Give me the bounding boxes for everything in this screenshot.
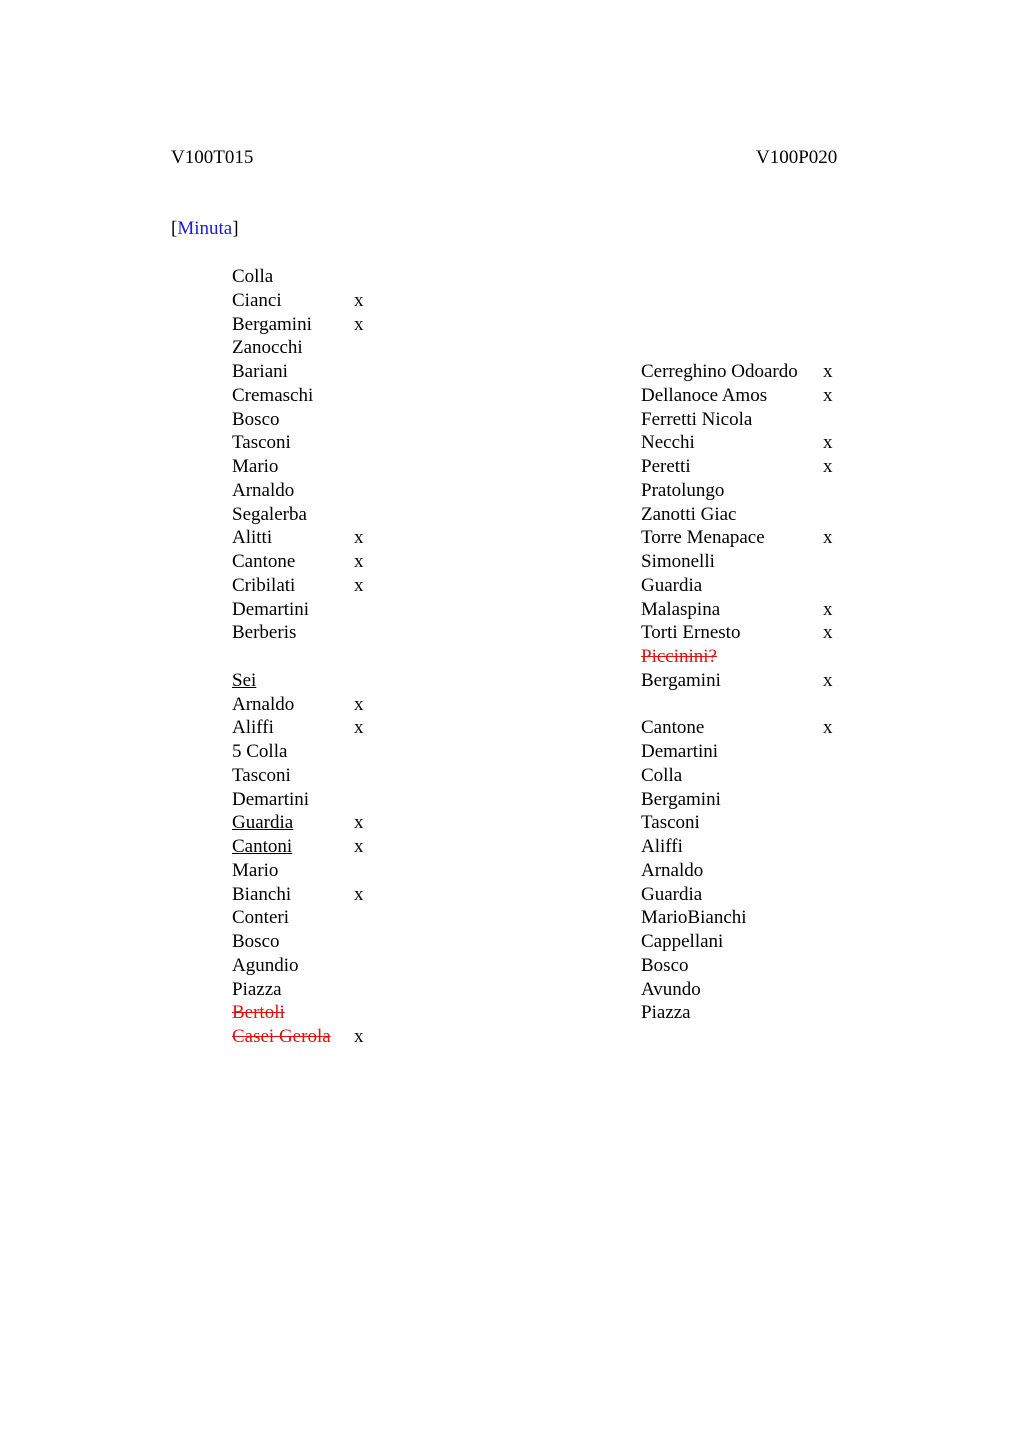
right-list-mark: x [823,432,833,454]
right-list-name: Cappellani [641,931,724,952]
right-list-mark: x [823,527,833,549]
left-list-mark: x [354,812,364,834]
left-list-mark: x [354,883,364,905]
left-list-name: Tasconi [232,432,291,454]
right-list-name: Bergamini [641,669,721,691]
right-list-name: Guardia [641,574,703,596]
right-list-name: Dellanoce Amos [641,384,768,406]
right-list-name: Guardia [641,883,703,905]
left-list-name: Cantoni [232,836,293,857]
left-list-mark: x [354,289,364,311]
left-list-name: Bosco [232,931,280,952]
left-list-name: Cianci [232,289,282,311]
minuta-text: Minuta [177,218,233,239]
left-list-name: Bertoli [232,1002,285,1024]
left-list-name: Segalerba [232,503,307,525]
right-list-name: Aliffi [641,836,683,857]
left-list-name: 5 Colla [232,741,288,762]
left-list-name: Bariani [232,361,288,382]
left-list-name: Demartini [232,788,310,810]
right-list-name: Ferretti Nicola [641,408,753,430]
right-list-name: Cantone [641,717,705,739]
document-code-left: V100T015 [171,147,254,168]
right-list-mark: x [823,384,833,406]
right-list-name: Demartini [641,741,719,762]
left-list-name: Alitti [232,527,273,549]
right-list-name: Colla [641,764,683,786]
right-list-mark: x [823,361,833,382]
left-list-name: Arnaldo [232,479,295,501]
right-list-name: Cerreghino Odoardo [641,361,798,382]
left-list-name: Cribilati [232,574,296,596]
left-list-mark: x [354,551,364,572]
right-list-mark: x [823,598,833,620]
minuta-label [171,217,239,241]
right-list-name: Zanotti Giac [641,503,737,525]
left-list-mark: x [354,717,364,739]
right-list-name: Tasconi [641,812,700,834]
left-list-name: Sei [232,669,257,691]
right-list-name: Torre Menapace [641,527,765,549]
left-list-name: Zanocchi [232,337,303,359]
left-list-name: Bianchi [232,883,292,905]
left-list-mark: x [354,693,364,715]
left-list-name: Cantone [232,551,296,572]
left-list-name: Piazza [232,978,282,1000]
left-list-name: Guardia [232,812,294,834]
right-list-name: Bosco [641,954,689,976]
right-list-name: Arnaldo [641,859,704,881]
right-list-name: Torti Ernesto [641,622,741,644]
left-list-name: Colla [232,266,274,287]
right-list-name: Pratolungo [641,479,725,501]
right-list-name: Malaspina [641,598,721,620]
left-list-name: Mario [232,456,279,477]
right-list-name: Simonelli [641,551,715,572]
left-list-name: Mario [232,859,279,881]
document-code-right: V100P020 [756,147,838,168]
left-list-name: Berberis [232,622,297,644]
left-list-name: Aliffi [232,717,274,739]
right-list-name: Necchi [641,432,695,454]
left-list-mark: x [354,1026,364,1047]
right-list-name: Piccinini? [641,646,717,667]
left-list-name: Bergamini [232,313,312,335]
left-list-mark: x [354,574,364,596]
right-list-name: MarioBianchi [641,907,747,929]
left-list-mark: x [354,836,364,857]
left-list-name: Conteri [232,907,289,929]
right-list-mark: x [823,622,833,644]
left-list-name: Agundio [232,954,299,976]
left-list-name: Tasconi [232,764,291,786]
right-list-name: Peretti [641,456,691,477]
left-list-mark: x [354,313,364,335]
left-list-name: Casei Gerola [232,1026,331,1047]
right-list-mark: x [823,456,833,477]
right-list-mark: x [823,669,833,691]
right-list-mark: x [823,717,833,739]
left-list-name: Arnaldo [232,693,295,715]
left-list-name: Demartini [232,598,310,620]
left-list-mark: x [354,527,364,549]
right-list-name: Bergamini [641,788,721,810]
minuta-bracket-open: [ [171,218,178,239]
left-list-name: Cremaschi [232,384,314,406]
right-list-name: Piazza [641,1002,691,1024]
left-list-name: Bosco [232,408,280,430]
minuta-bracket-close: ] [232,218,239,239]
right-list-name: Avundo [641,978,701,1000]
